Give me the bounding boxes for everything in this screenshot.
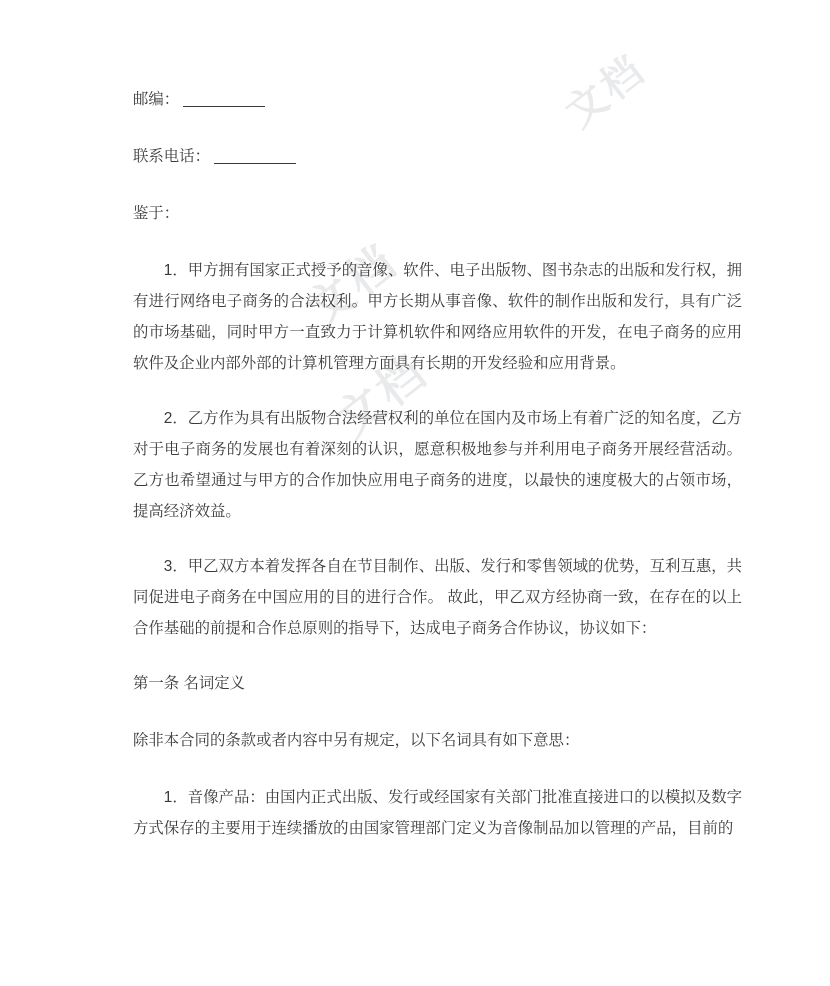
field-contact-phone	[133, 141, 742, 172]
field-postal-code-label: 邮编：	[133, 91, 180, 108]
field-postal-code-blank[interactable]	[183, 106, 265, 107]
definition-item-1: 1．音像产品：由国内正式出版、发行或经国家有关部门批准直接进口的以模拟及数字方式保存的主要用于连续播放的由国家管理部门定义为音像制品加以管理的产品，目前的	[133, 789, 742, 837]
recital-item-3: 3．甲乙双方本着发挥各自在节目制作、出版、发行和零售领域的优势，互利互惠，共同促进电子商务在中国应用的目的进行合作。 故此，甲乙双方经协商一致，在存在的以上合作基础的前提和合作总原则的指导下，达成电子商务合作协议，协议如下：	[133, 558, 742, 637]
recital-item-1: 1．甲方拥有国家正式授予的音像、软件、电子出版物、图书杂志的出版和发行权，拥有进行网络电子商务的合法权利。甲方长期从事音像、软件的制作出版和发行，具有广泛的市场基础，同时甲方一直致力于计算机软件和网络应用软件的开发，在电子商务的应用软件及企业内部外部的计算机管理方面具有长期的开发经验和应用背景。	[133, 262, 742, 372]
article-one-heading: 第一条 名词定义	[133, 675, 246, 692]
watermark-text: 文档	[326, 344, 438, 447]
field-postal-code	[133, 84, 742, 115]
field-contact-phone-label: 联系电话：	[133, 148, 210, 165]
recital-intro: 鉴于：	[133, 205, 180, 222]
field-contact-phone-blank[interactable]	[214, 163, 296, 164]
article-one-intro: 除非本合同的条款或者内容中另有规定，以下名词具有如下意思：	[133, 732, 580, 749]
watermark-text: 文档	[296, 234, 408, 337]
watermark-text: 文档	[557, 46, 655, 136]
recital-item-2: 2．乙方作为具有出版物合法经营权利的单位在国内及市场上有着广泛的知名度，乙方对于电子商务的发展也有着深刻的认识，愿意积极地参与并利用电子商务开展经营活动。乙方也希望通过与甲方的合作加快应用电子商务的进度，以最快的速度极大的占领市场，提高经济效益。	[133, 410, 742, 520]
